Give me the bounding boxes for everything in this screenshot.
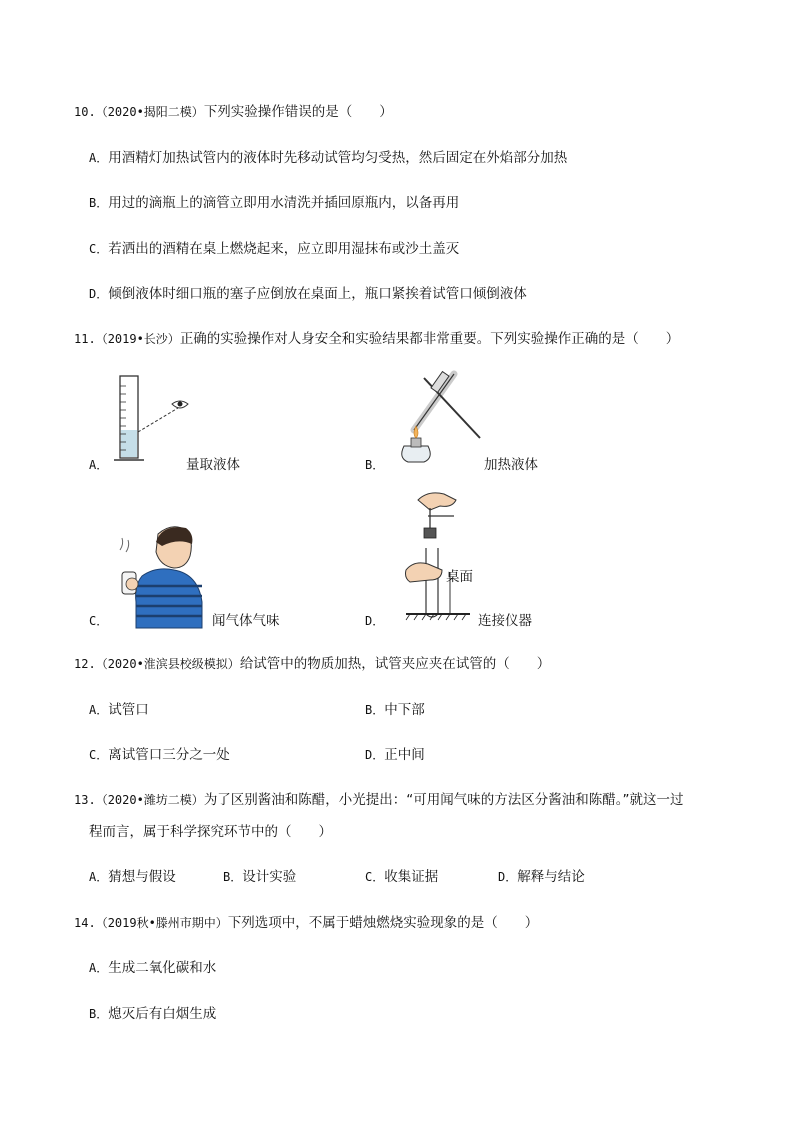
smelling-gas-figure xyxy=(112,522,212,630)
q14-option-a xyxy=(89,959,216,977)
option-letter: D． xyxy=(365,748,385,762)
option-text: 若洒出的酒精在桌上燃烧起来，应立即用湿抹布或沙土盖灭 xyxy=(108,241,460,257)
option-letter: B． xyxy=(89,1007,109,1021)
question-source: （2020•潍坊二模） xyxy=(95,793,204,807)
question-text: 正确的实验操作对人身安全和实验结果都非常重要。下列实验操作正确的是（ ） xyxy=(179,331,680,347)
question-number: 14. xyxy=(74,916,96,930)
heating-liquid-figure xyxy=(384,368,494,468)
option-text: 猜想与假设 xyxy=(108,869,176,885)
question-number: 11. xyxy=(74,332,96,346)
option-letter: C． xyxy=(89,748,109,762)
option-text: 试管口 xyxy=(108,702,149,718)
option-letter: A． xyxy=(89,151,109,165)
option-text: 离试管口三分之一处 xyxy=(108,747,230,763)
connecting-apparatus-figure xyxy=(404,490,476,622)
q11-option-d-caption: 连接仪器 xyxy=(478,613,532,629)
option-letter: B． xyxy=(89,196,109,210)
option-text: 熄灭后有白烟生成 xyxy=(108,1006,217,1022)
q11-option-b-caption: 加热液体 xyxy=(484,457,538,473)
q12-option-b xyxy=(365,701,425,719)
option-text: 用过的滴瓶上的滴管立即用水清洗并插回原瓶内，以备再用 xyxy=(108,195,460,211)
q13-option-b xyxy=(223,868,296,886)
q11-option-c-letter: C． xyxy=(89,614,109,628)
q13-option-d xyxy=(498,868,585,886)
question-14-stem xyxy=(74,914,538,932)
q12-option-d xyxy=(365,746,425,764)
option-letter: A． xyxy=(89,961,109,975)
q11-option-b-letter: B． xyxy=(365,458,385,472)
q12-option-c xyxy=(89,746,230,764)
option-letter: C． xyxy=(365,870,385,884)
option-letter: B． xyxy=(223,870,243,884)
option-text: 设计实验 xyxy=(242,869,297,885)
q10-option-d xyxy=(89,285,527,303)
question-source: （2019秋•滕州市期中） xyxy=(95,916,228,930)
question-text: 给试管中的物质加热，试管夹应夹在试管的（ ） xyxy=(239,656,551,672)
question-text: 下列实验操作错误的是（ ） xyxy=(203,104,393,120)
option-letter: B． xyxy=(365,703,385,717)
option-text: 中下部 xyxy=(384,702,425,718)
q11-option-d-table-label: 桌面 xyxy=(446,569,473,585)
q12-option-a xyxy=(89,701,149,719)
question-text: 为了区别酱油和陈醋，小光提出：“可用闻气味的方法区分酱油和陈醋。”就这一过 xyxy=(203,792,684,808)
option-text: 倾倒液体时细口瓶的塞子应倒放在桌面上，瓶口紧挨着试管口倾倒液体 xyxy=(108,286,527,302)
q10-option-c xyxy=(89,240,459,258)
q10-option-b xyxy=(89,194,459,212)
question-text: 下列选项中，不属于蜡烛燃烧实验现象的是（ ） xyxy=(227,915,539,931)
option-letter: A． xyxy=(89,870,109,884)
question-number: 12. xyxy=(74,657,96,671)
question-13-stem-continued: 程而言，属于科学探究环节中的（ ） xyxy=(89,824,332,840)
question-number: 13. xyxy=(74,793,96,807)
option-text: 生成二氧化碳和水 xyxy=(108,960,217,976)
graduated-cylinder-figure xyxy=(112,374,192,466)
option-text: 解释与结论 xyxy=(517,869,585,885)
q11-option-a-letter: A． xyxy=(89,458,109,472)
q11-option-c-caption: 闻气体气味 xyxy=(212,613,280,629)
q10-option-a xyxy=(89,149,567,167)
q14-option-b xyxy=(89,1005,216,1023)
option-letter: C． xyxy=(89,242,109,256)
question-13-stem xyxy=(74,791,684,809)
q11-option-d-letter: D． xyxy=(365,614,385,628)
question-source: （2020•淮滨县校级模拟） xyxy=(95,657,240,671)
option-text: 正中间 xyxy=(384,747,425,763)
question-11-stem xyxy=(74,330,679,348)
option-text: 收集证据 xyxy=(384,869,439,885)
question-12-stem xyxy=(74,655,550,673)
option-letter: D． xyxy=(89,287,109,301)
question-10-stem xyxy=(74,103,393,121)
question-source: （2020•揭阳二模） xyxy=(95,105,204,119)
option-letter: D． xyxy=(498,870,518,884)
q11-option-a-caption: 量取液体 xyxy=(186,457,240,473)
option-letter: A． xyxy=(89,703,109,717)
option-text: 用酒精灯加热试管内的液体时先移动试管均匀受热，然后固定在外焰部分加热 xyxy=(108,150,568,166)
question-source: （2019•长沙） xyxy=(95,332,180,346)
question-number: 10. xyxy=(74,105,96,119)
q13-option-c xyxy=(365,868,438,886)
q13-option-a xyxy=(89,868,176,886)
